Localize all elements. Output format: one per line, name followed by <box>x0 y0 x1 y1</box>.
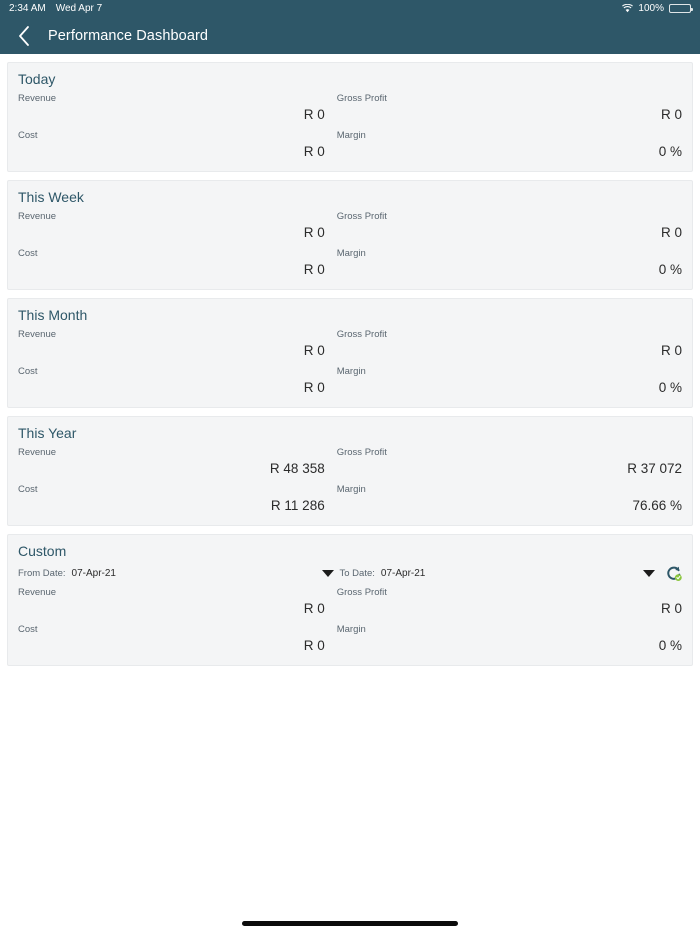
from-date-group[interactable] <box>18 568 312 579</box>
metric-margin <box>337 247 682 279</box>
metric-revenue <box>18 92 337 124</box>
wifi-icon <box>622 4 633 13</box>
metric-gross-profit <box>337 328 682 360</box>
margin-value: 0 % <box>658 262 682 277</box>
section-title: Today <box>18 71 56 87</box>
gross-profit-value: R 0 <box>660 601 682 616</box>
metric-margin <box>337 365 682 397</box>
section-today <box>7 62 693 172</box>
status-date: Wed Apr 7 <box>55 3 103 14</box>
metric-row-revenue <box>18 210 682 242</box>
status-bar-left <box>9 3 102 14</box>
section-title: This Year <box>18 425 77 441</box>
metric-gross-profit <box>337 92 682 124</box>
metric-margin <box>337 623 682 655</box>
status-bar <box>0 0 700 17</box>
metric-cost <box>18 483 337 515</box>
revenue-value: R 0 <box>303 601 325 616</box>
section-title: This Month <box>18 307 88 323</box>
revenue-value: R 0 <box>303 225 325 240</box>
revenue-label: Revenue <box>18 329 57 340</box>
revenue-label: Revenue <box>18 447 57 458</box>
gross-profit-label: Gross Profit <box>336 93 387 104</box>
cost-label: Cost <box>18 130 38 141</box>
cost-value: R 0 <box>303 262 325 277</box>
margin-label: Margin <box>336 366 366 377</box>
from-date-chevron-down-icon[interactable] <box>322 570 334 577</box>
home-indicator[interactable] <box>242 921 458 926</box>
cost-label: Cost <box>18 484 38 495</box>
gross-profit-label: Gross Profit <box>336 211 387 222</box>
margin-value: 76.66 % <box>632 498 682 513</box>
status-bar-right <box>622 3 691 14</box>
gross-profit-value: R 37 072 <box>627 461 682 476</box>
metric-row-revenue <box>18 328 682 360</box>
section-this-week <box>7 180 693 290</box>
metric-row-cost <box>18 129 682 161</box>
margin-label: Margin <box>336 130 366 141</box>
section-custom <box>7 534 693 666</box>
section-this-month <box>7 298 693 408</box>
cost-label: Cost <box>18 624 38 635</box>
metrics-grid <box>8 210 692 289</box>
metrics-grid <box>8 92 692 171</box>
metric-row-cost <box>18 623 682 655</box>
back-button[interactable] <box>13 25 35 47</box>
metric-revenue <box>18 328 337 360</box>
metric-revenue <box>18 210 337 242</box>
to-date-label: To Date: <box>339 568 375 579</box>
margin-label: Margin <box>336 624 366 635</box>
cost-label: Cost <box>18 366 38 377</box>
metric-gross-profit <box>337 446 682 478</box>
revenue-value: R 0 <box>303 107 325 122</box>
metric-row-revenue <box>18 586 682 618</box>
revenue-value: R 48 358 <box>269 461 325 476</box>
cost-value: R 11 286 <box>270 498 325 513</box>
to-date-chevron-down-icon[interactable] <box>643 570 655 577</box>
gross-profit-value: R 0 <box>660 107 682 122</box>
gross-profit-label: Gross Profit <box>336 447 387 458</box>
cost-value: R 0 <box>303 144 325 159</box>
section-this-year <box>7 416 693 526</box>
battery-icon <box>669 4 691 13</box>
navigation-bar <box>0 17 700 54</box>
refresh-icon[interactable] <box>665 565 682 582</box>
revenue-label: Revenue <box>18 211 57 222</box>
metric-margin <box>337 129 682 161</box>
gross-profit-label: Gross Profit <box>336 329 387 340</box>
metric-gross-profit <box>337 586 682 618</box>
metric-margin <box>337 483 682 515</box>
metric-cost <box>18 247 337 279</box>
cost-value: R 0 <box>303 380 325 395</box>
revenue-value: R 0 <box>303 343 325 358</box>
metric-row-revenue <box>18 92 682 124</box>
metrics-grid <box>8 586 692 665</box>
custom-date-range <box>8 564 692 586</box>
metric-cost <box>18 129 337 161</box>
gross-profit-label: Gross Profit <box>336 587 387 598</box>
section-title: Custom <box>18 543 67 559</box>
revenue-label: Revenue <box>18 93 57 104</box>
margin-label: Margin <box>336 248 366 259</box>
metric-cost <box>18 623 337 655</box>
metrics-grid <box>8 328 692 407</box>
cost-label: Cost <box>18 248 38 259</box>
status-time: 2:34 AM <box>9 3 46 14</box>
metric-gross-profit <box>337 210 682 242</box>
page-title: Performance Dashboard <box>48 27 209 44</box>
chevron-left-icon <box>18 26 30 46</box>
to-date-group[interactable] <box>340 568 634 579</box>
battery-percent: 100% <box>638 3 664 14</box>
gross-profit-value: R 0 <box>660 225 682 240</box>
margin-value: 0 % <box>658 380 682 395</box>
cost-value: R 0 <box>303 638 325 653</box>
metric-row-cost <box>18 483 682 515</box>
dashboard-content <box>0 62 700 666</box>
from-date-label: From Date: <box>18 568 66 579</box>
metric-revenue <box>18 586 337 618</box>
metric-row-revenue <box>18 446 682 478</box>
revenue-label: Revenue <box>18 587 57 598</box>
metric-row-cost <box>18 247 682 279</box>
metric-row-cost <box>18 365 682 397</box>
margin-value: 0 % <box>658 638 682 653</box>
gross-profit-value: R 0 <box>660 343 682 358</box>
to-date-value: 07-Apr-21 <box>380 568 426 579</box>
from-date-value: 07-Apr-21 <box>71 568 116 579</box>
margin-label: Margin <box>336 484 366 495</box>
metrics-grid <box>8 446 692 525</box>
metric-cost <box>18 365 337 397</box>
metric-revenue <box>18 446 337 478</box>
section-title: This Week <box>18 189 84 205</box>
margin-value: 0 % <box>658 144 682 159</box>
